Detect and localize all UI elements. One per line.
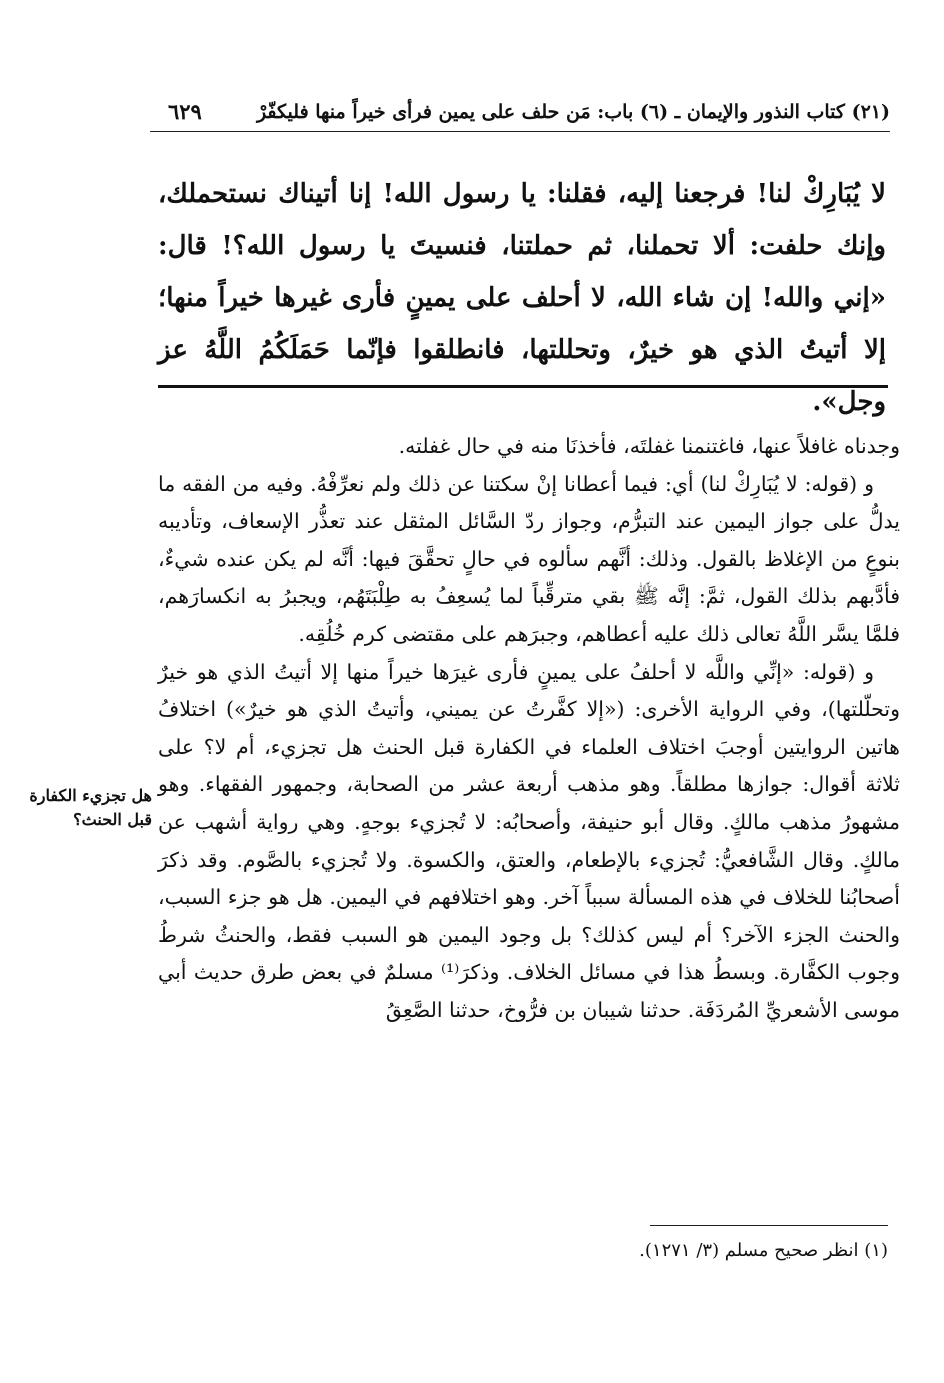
margin-note: هل تجزيء الكفارة قبل الحنث؟ [29, 786, 152, 829]
header-title: (٢١) كتاب النذور والإيمان ـ (٦) باب: مَن حلف على يمين فرأى خيراً منها فليكفّرْ [256, 101, 890, 123]
commentary-paragraph: وجدناه غافلاً عنها، فاغتنمنا غفلتَه، فأخذنَا منه في حال غفلته. [398, 434, 900, 458]
hadith-text: لا يُبَارِكْ لنا! فرجعنا إليه، فقلنا: يا رسول الله! إنا أتيناك نستحملك، وإنك حلفت: ألا تحملنا، ثم حملتنا، فنسيتَ يا رسول الله؟! قال: «إني والله! إن شاء الله، لا أحلف على يمينٍ فأرى غيرها خيراً منها؛ إلا أتيتُ الذي هو خيرٌ، وتحللتها، فانطلقوا فإنّما حَمَلَكُمُ اللَّهُ عز وجل». [158, 179, 886, 417]
footnote: (١) انظر صحيح مسلم (٣/ ١٢٧١). [639, 1240, 888, 1261]
section-divider [158, 385, 888, 388]
page-number: ٦٢٩ [168, 99, 202, 124]
header-rule [150, 131, 890, 132]
commentary-paragraph: و (قوله: «إنِّي واللَّه لا أحلفُ على يمينٍ فأرى غيرَها خيراً منها إلا أتيتُ الذي هو خيرٌ وتحلّلتها)، وفي الرواية الأخرى: («إلا كفَّرتُ عن يميني، وأتيتُ الذي هو خيرٌ») اختلافُ هاتين الروايتين أوجبَ اختلاف العلماء في الكفارة قبل الحنث هل تجزيء، أم لا؟ على ثلاثة أقوال: جوازها مطلقاً. وهو مذهب أربعة عشر من الصحابة، وجمهور الفقهاء. وهو مشهورُ مذهب مالكٍ. وقال أبو حنيفة، وأصحابُه: لا تُجزيء بوجهٍ. وهي رواية أشهب عن مالكٍ. وقال الشَّافعيُّ: تُجزيء بالإطعام، والعتق، والكسوة. ولا تُجزيء بالصَّوم. وقد ذكرَ أصحابُنا للخلاف في هذه المسألة سبباً آخر. وهو اختلافهم في اليمين. هل هو جزء السبب، والحنث الجزء الآخر؟ أم ليس كذلك؟ بل وجود اليمين هو السبب فقط، والحنثُ شرطُ وجوب الكفَّارة. وبسطُ هذا في مسائل الخلاف. وذكرَ⁽¹⁾ مسلمٌ في بعض طرق حديث أبي موسى الأشعريِّ المُردَفَة. حدثنا شيبان بن فرُّوخ، حدثنا الصَّعِقُ [158, 659, 901, 1022]
commentary [158, 428, 900, 1030]
footnote-rule [650, 1225, 888, 1226]
commentary-paragraph: و (قوله: لا يُبَارِكْ لنا) أي: فيما أعطانا إنْ سكتنا عن ذلك ولم نعرِّفْهُ. وفيه من الفقه ما يدلُّ على جواز اليمين عند التبرُّم، وجواز ردّ السَّائل المثقل عند تعذُّر الإسعاف، وتأديبه بنوعٍ من الإغلاظ بالقول. وذلك: أنَّهم سألوه في حالٍ تحقَّقَ فيها: أنَّه لم يكن عنده شيءٌ، فأدَّبهم بذلك القول، ثمَّ: إنَّه ﷺ بقي مترقِّباً لما يُسعِفُ به طِلْبَتَهُم، ويجبرُ به انكسارَهم، فلمَّا يسَّر اللَّهُ تعالى ذلك عليه أعطاهم، وجبرَهم على مقتضى كرم خُلُقِه. [158, 471, 900, 646]
running-header [150, 95, 890, 135]
